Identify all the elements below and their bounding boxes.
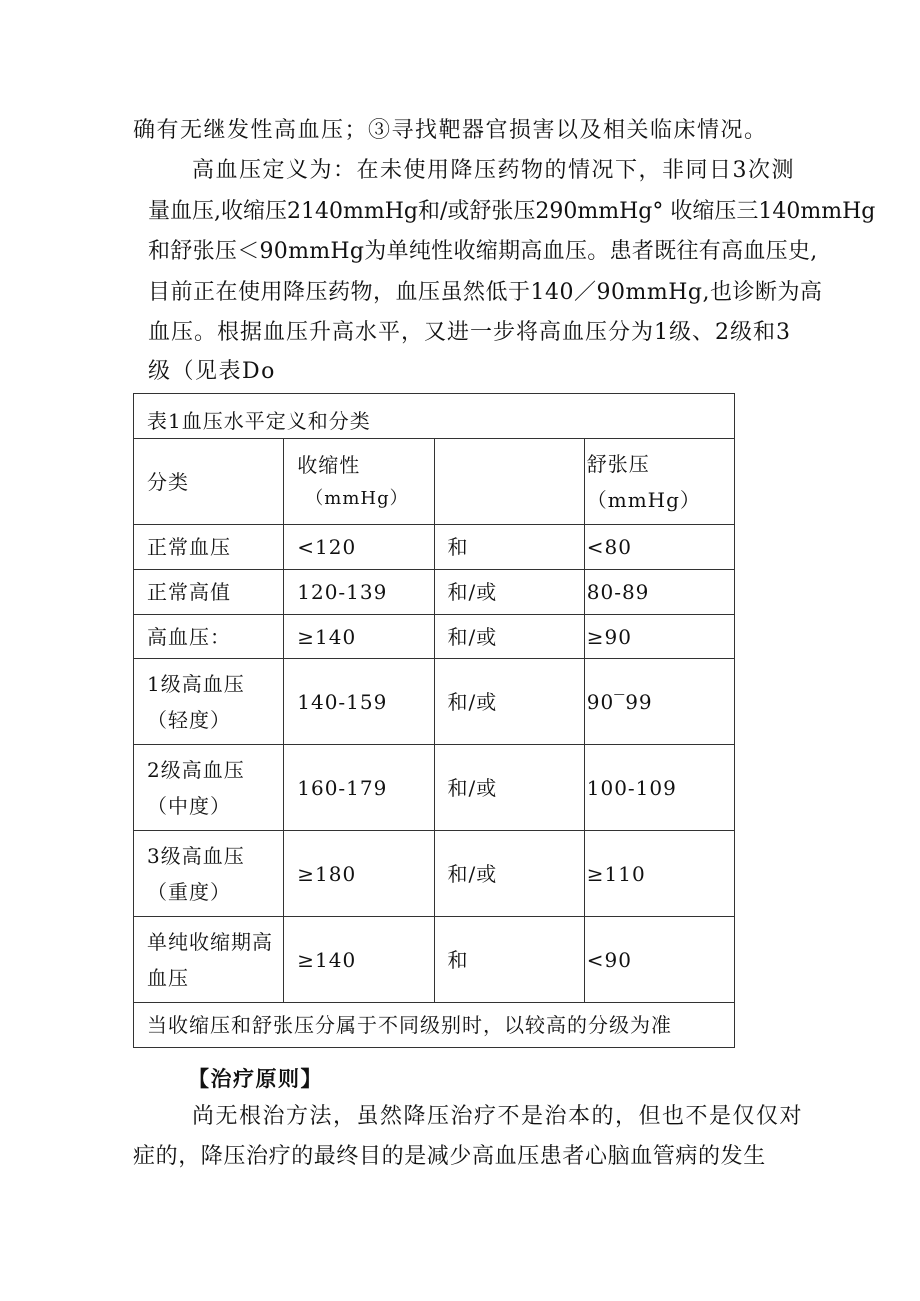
header-systolic bbox=[284, 439, 434, 525]
cell-conj: 和/或 bbox=[434, 831, 584, 917]
cell-systolic: 120-139 bbox=[284, 570, 434, 615]
table-row bbox=[134, 831, 735, 917]
cell-systolic: <120 bbox=[284, 525, 434, 570]
table-footnote-row bbox=[134, 1003, 735, 1048]
paragraph-line: 确有无继发性高血压；③寻找靶器官损害以及相关临床情况。 bbox=[133, 118, 768, 143]
cell-systolic: 140-159 bbox=[284, 659, 434, 745]
paragraph-line: 量血压,收缩压2140mmHg和/或舒张压290mmHg° 收缩压三140mmHg bbox=[148, 199, 876, 224]
cell-systolic: ≥140 bbox=[284, 615, 434, 659]
cell-diastolic: ≥90 bbox=[584, 615, 734, 659]
cell-diastolic: 90‾99 bbox=[584, 659, 734, 745]
cell-conj: 和/或 bbox=[434, 570, 584, 615]
header-systolic-label: 收缩性 bbox=[297, 452, 361, 477]
cell-systolic: ≥140 bbox=[284, 917, 434, 1003]
table-row bbox=[134, 525, 735, 570]
cell-conj: 和/或 bbox=[434, 659, 584, 745]
cell-category: 1级高血压（轻度） bbox=[134, 659, 284, 745]
header-conj bbox=[434, 439, 584, 525]
paragraph-line: 血压。根据血压升高水平，又进一步将高血压分为1级、2级和3 bbox=[148, 320, 791, 345]
section-heading: 【治疗原则】 bbox=[188, 1067, 323, 1091]
table-caption-row bbox=[134, 394, 735, 439]
bp-classification-table bbox=[133, 393, 735, 1048]
paragraph-line: 目前正在使用降压药物，血压虽然低于140／90mmHg,也诊断为高 bbox=[148, 280, 823, 305]
table-row bbox=[134, 615, 735, 659]
cell-conj: 和/或 bbox=[434, 745, 584, 831]
cell-category: 正常高值 bbox=[134, 570, 284, 615]
cell-diastolic: ≥110 bbox=[584, 831, 734, 917]
cell-category: 正常血压 bbox=[134, 525, 284, 570]
header-diastolic: 舒张压（mmHg） bbox=[584, 439, 734, 525]
table-row bbox=[134, 917, 735, 1003]
table-row bbox=[134, 659, 735, 745]
header-systolic-unit: （mmHg） bbox=[305, 487, 409, 509]
paragraph-line: 尚无根治方法，虽然降压治疗不是治本的，但也不是仅仅对 bbox=[192, 1104, 804, 1129]
table-caption: 表1血压水平定义和分类 bbox=[134, 394, 735, 439]
paragraph-line: 症的，降压治疗的最终目的是减少高血压患者心脑血管病的发生 bbox=[133, 1144, 766, 1169]
table-footnote: 当收缩压和舒张压分属于不同级别时，以较高的分级为准 bbox=[134, 1003, 735, 1048]
cell-diastolic: <80 bbox=[584, 525, 734, 570]
cell-diastolic: 80-89 bbox=[584, 570, 734, 615]
cell-systolic: 160-179 bbox=[284, 745, 434, 831]
cell-systolic: ≥180 bbox=[284, 831, 434, 917]
paragraph-line: 和舒张压＜90mmHg为单纯性收缩期高血压。患者既往有高血压史, bbox=[148, 239, 818, 264]
paragraph-line: 级（见表Do bbox=[148, 359, 276, 384]
cell-conj: 和 bbox=[434, 525, 584, 570]
cell-category: 单纯收缩期高血压 bbox=[134, 917, 284, 1003]
cell-conj: 和/或 bbox=[434, 615, 584, 659]
cell-category: 2级高血压（中度） bbox=[134, 745, 284, 831]
table-row bbox=[134, 745, 735, 831]
paragraph-line: 高血压定义为：在未使用降压药物的情况下，非同日3次测 bbox=[192, 158, 795, 183]
cell-diastolic: 100-109 bbox=[584, 745, 734, 831]
cell-diastolic: <90 bbox=[584, 917, 734, 1003]
cell-category: 高血压： bbox=[134, 615, 284, 659]
table-header-row bbox=[134, 439, 735, 525]
cell-category: 3级高血压（重度） bbox=[134, 831, 284, 917]
table-row bbox=[134, 570, 735, 615]
cell-conj: 和 bbox=[434, 917, 584, 1003]
header-category: 分类 bbox=[134, 439, 284, 525]
